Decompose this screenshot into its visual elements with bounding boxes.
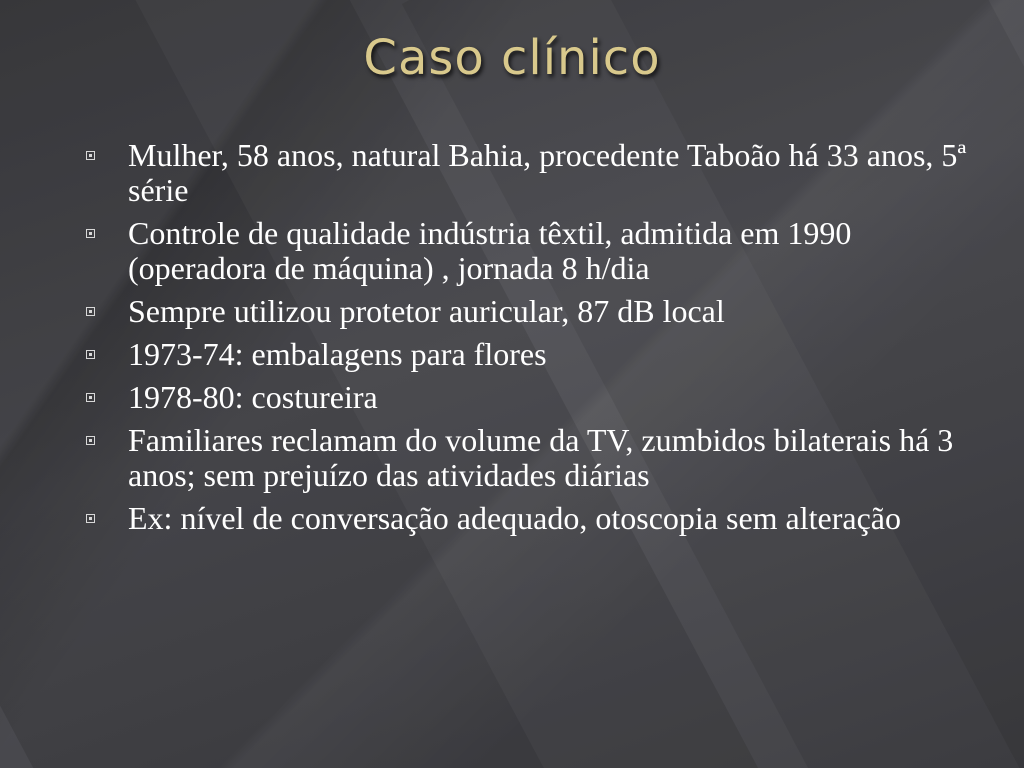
bullet-item (82, 138, 972, 208)
bullet-text: Ex: nível de conversação adequado, otoscopia sem alteração (128, 500, 901, 536)
slide-title: Caso clínico (363, 30, 661, 86)
square-bullet-icon (86, 514, 95, 523)
bullet-text: Controle de qualidade indústria têxtil, admitida em 1990 (operadora de máquina) , jornada 8 h/dia (128, 215, 852, 286)
bullet-item (82, 423, 972, 493)
square-bullet-icon (86, 151, 95, 160)
bullet-item (82, 294, 972, 329)
square-bullet-icon (86, 229, 95, 238)
bullet-text: Familiares reclamam do volume da TV, zumbidos bilaterais há 3 anos; sem prejuízo das atividades diárias (128, 422, 954, 493)
square-bullet-icon (86, 350, 95, 359)
bullet-list (82, 138, 972, 544)
square-bullet-icon (86, 436, 95, 445)
bullet-item (82, 380, 972, 415)
square-bullet-icon (86, 307, 95, 316)
bullet-text: Sempre utilizou protetor auricular, 87 dB local (128, 293, 725, 329)
bullet-item (82, 216, 972, 286)
bullet-text: Mulher, 58 anos, natural Bahia, procedente Taboão há 33 anos, 5ª série (128, 137, 967, 208)
bullet-text: 1973-74: embalagens para flores (128, 336, 547, 372)
bullet-item (82, 501, 972, 536)
bullet-item (82, 337, 972, 372)
square-bullet-icon (86, 393, 95, 402)
bullet-text: 1978-80: costureira (128, 379, 378, 415)
